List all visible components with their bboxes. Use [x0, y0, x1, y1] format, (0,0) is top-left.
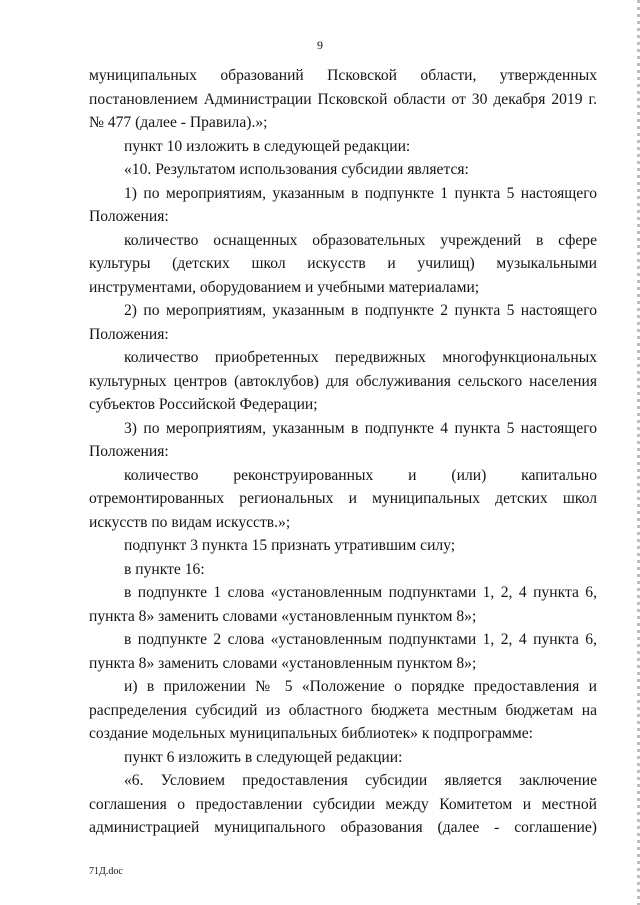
- paragraph: «10. Результатом использования субсидии является:: [124, 161, 469, 178]
- paragraph: 2) по мероприятиям, указанным в подпункте 2 пункта 5 настоящего Положения:: [89, 302, 597, 343]
- paragraph: в пункте 16:: [124, 560, 205, 578]
- paragraph: пункт 10 изложить в следующей редакции:: [124, 137, 411, 155]
- paragraph: в подпункте 1 слова «установленным подпунктами 1, 2, 4 пункта 6, пункта 8» заменить словами «установленным пунктом 8»;: [89, 584, 597, 625]
- paragraph: количество приобретенных передвижных многофункциональных культурных центров (автоклубов) для обслуживания сельского населения субъектов Российской Федерации;: [89, 349, 597, 413]
- paragraph: «6. Условием предоставления субсидии является заключение соглашения о предоставлении субсидии между Комитетом и местной администрацией муниципального образования (далее - соглашение): [89, 772, 597, 836]
- paragraph: подпункт 3 пункта 15 признать утратившим силу;: [124, 537, 456, 554]
- paragraph: в подпункте 2 слова «установленным подпунктами 1, 2, 4 пункта 6, пункта 8» заменить словами «установленным пунктом 8»;: [89, 631, 597, 672]
- paragraph: пункт 6 изложить в следующей редакции:: [124, 748, 403, 766]
- paragraph: 1) по мероприятиям, указанным в подпункте 1 пункта 5 настоящего Положения:: [89, 184, 597, 225]
- document-body: [89, 64, 597, 840]
- page-number: 9: [317, 38, 323, 52]
- paragraph: количество оснащенных образовательных учреждений в сфере культуры (детских школ искусств и училищ) музыкальными инструментами, оборудованием и учебными материалами;: [89, 231, 597, 296]
- paragraph: и) в приложении № 5 «Положение о порядке предоставления и распределения субсидий из областного бюджета местным бюджетам на создание модельных муниципальных библиотек» к подпрограмме:: [89, 678, 597, 742]
- paragraph: муниципальных образований Псковской области, утвержденных постановлением Администрации Псковской области от 30 декабря 2019 г. № 477 (далее - Правила).»;: [89, 67, 597, 131]
- footer-file-name: 71Д.doc: [89, 866, 123, 877]
- paragraph: 3) по мероприятиям, указанным в подпункте 4 пункта 5 настоящего Положения:: [89, 419, 597, 460]
- paragraph: количество реконструированных и (или) капитально отремонтированных региональных и муниципальных детских школ искусств по видам искусств.»;: [89, 466, 597, 531]
